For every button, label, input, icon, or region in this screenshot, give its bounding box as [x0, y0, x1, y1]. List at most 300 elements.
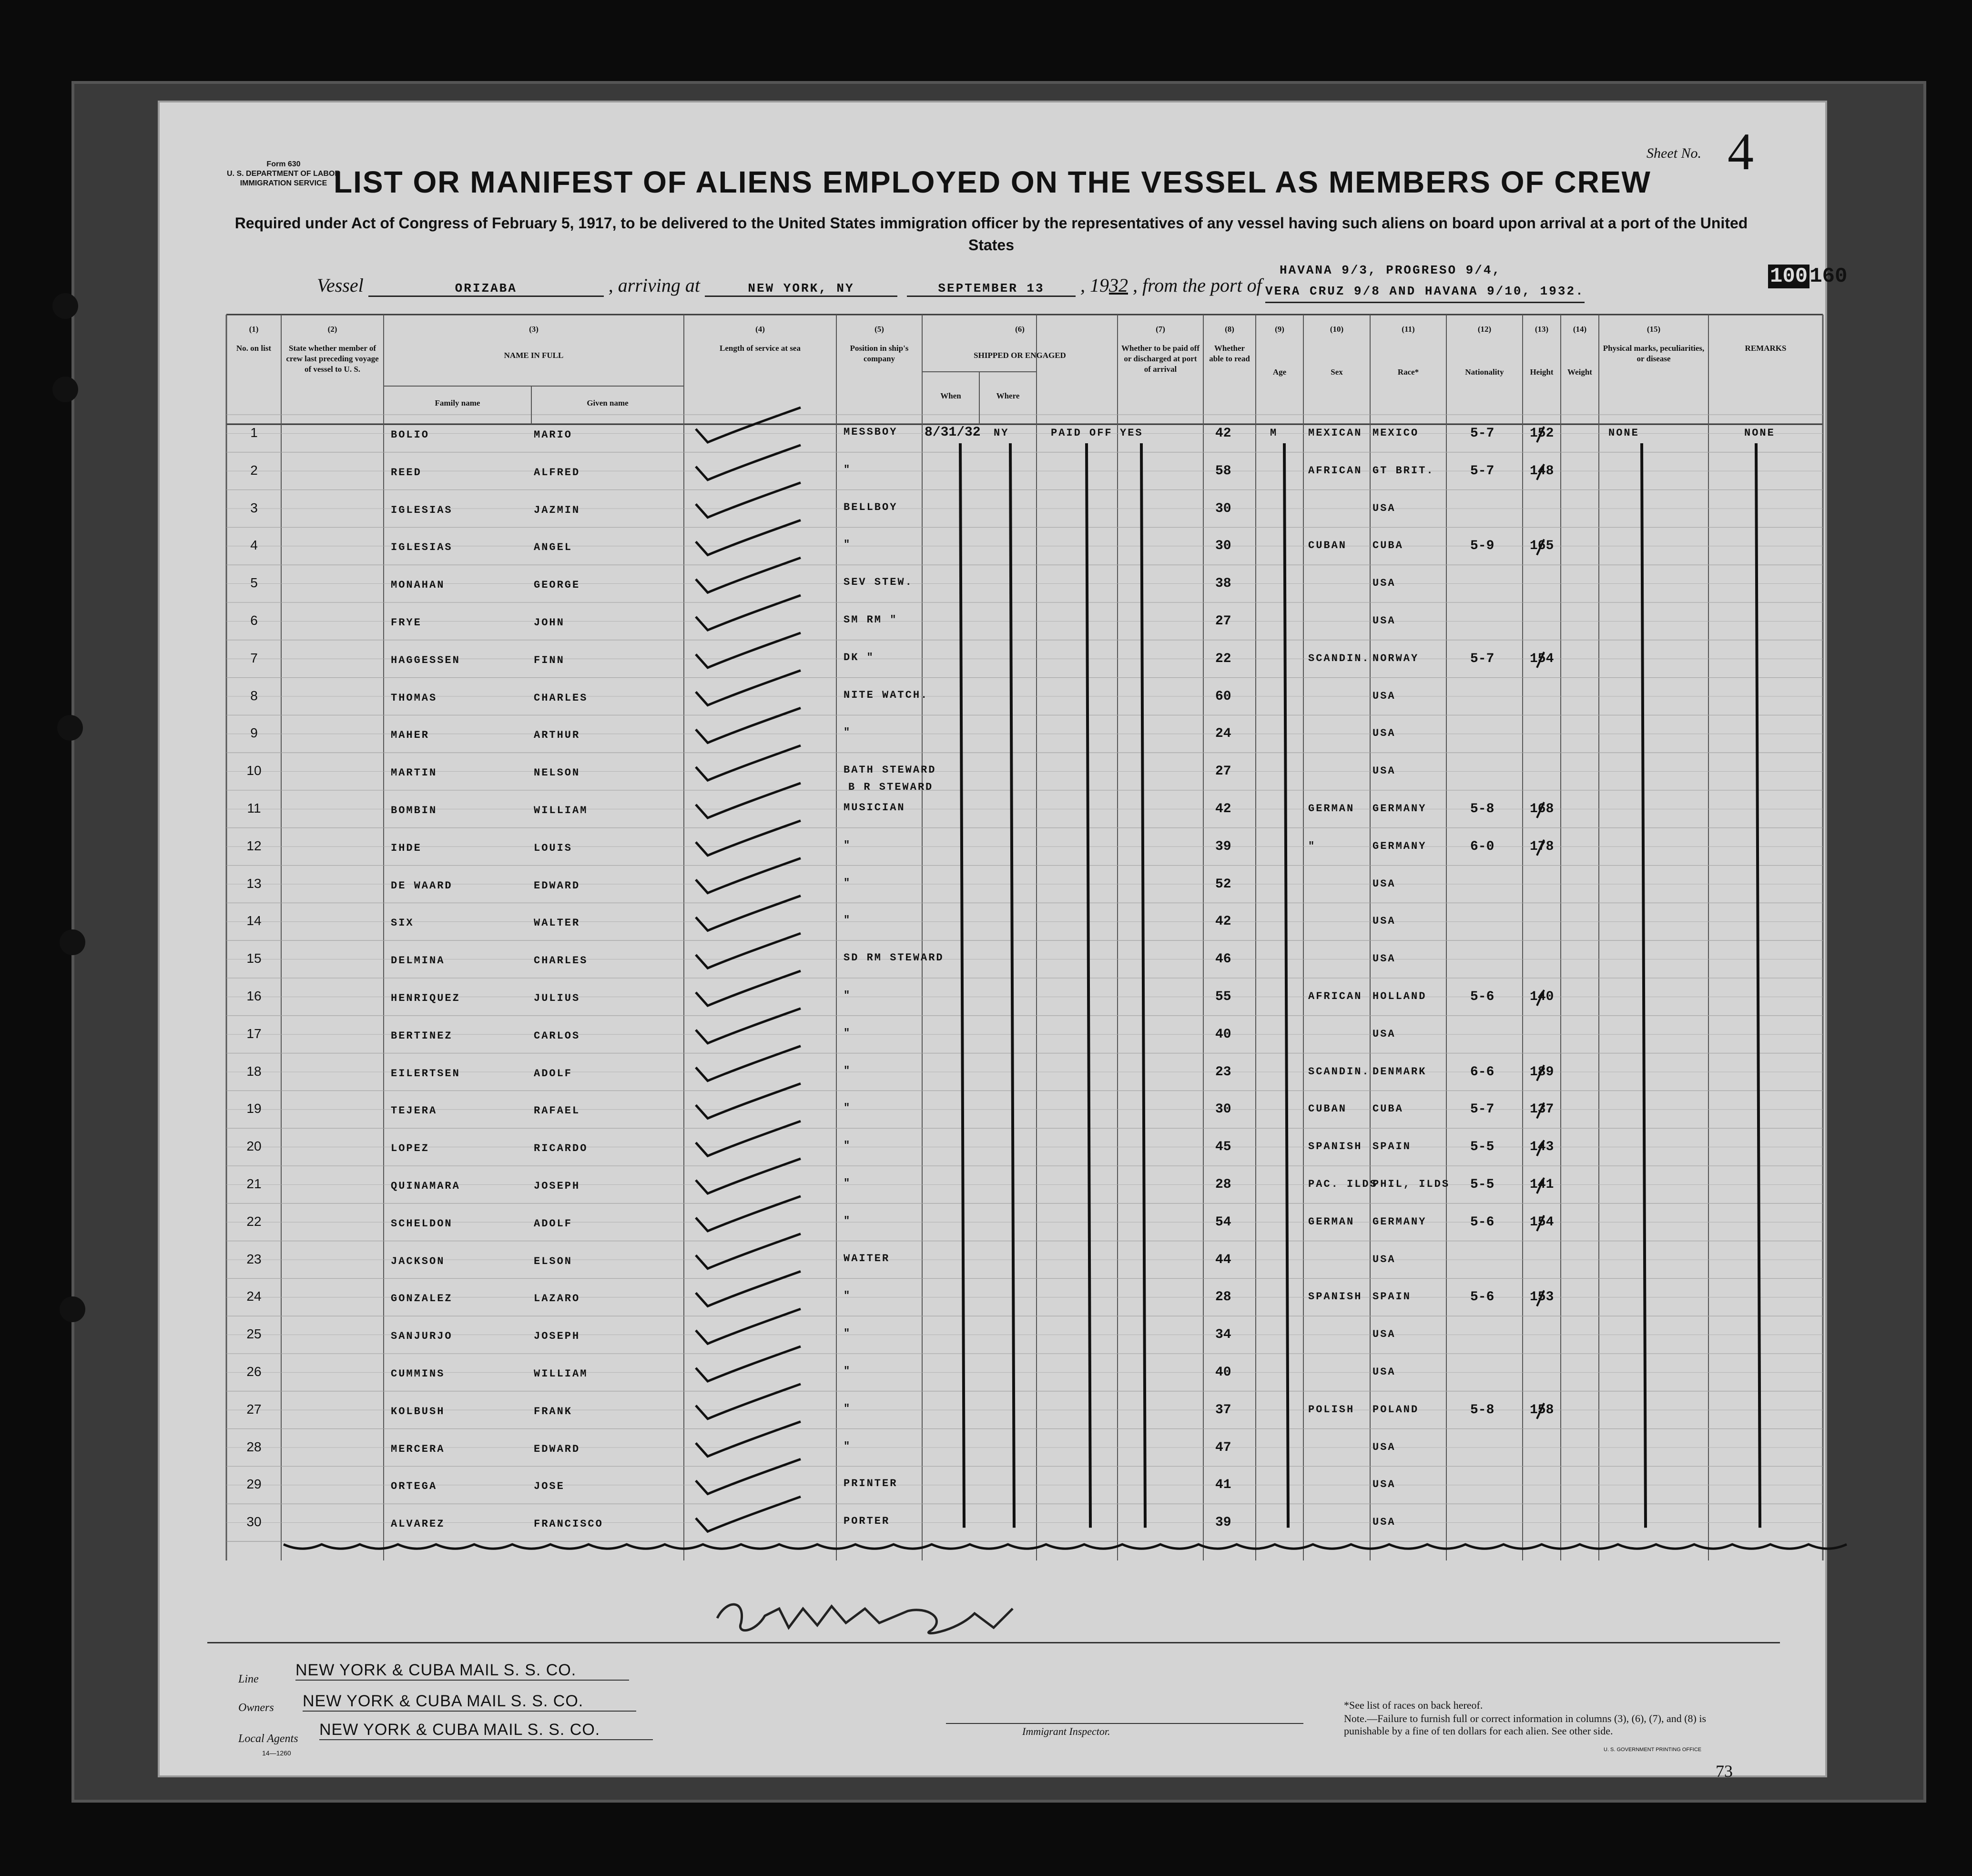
column-number-c12: (12)	[1477, 325, 1492, 334]
nationality: POLAND	[1372, 1403, 1419, 1416]
height: 5-8	[1470, 1402, 1494, 1417]
service-checkmark	[696, 1046, 801, 1081]
row-number: 21	[246, 1176, 262, 1191]
position: WAITER	[844, 1252, 890, 1264]
form-number: Form 630	[266, 160, 301, 168]
weight: 143	[1530, 1140, 1554, 1155]
stamp-number	[1768, 265, 1847, 288]
line-label: Line	[238, 1673, 259, 1685]
race: GERMAN	[1308, 803, 1355, 815]
given-name: JAZMIN	[534, 504, 580, 516]
family-name: SCHELDON	[391, 1217, 453, 1230]
service-checkmark	[696, 708, 801, 743]
service-checkmark	[696, 1083, 801, 1118]
row-number: 27	[246, 1401, 262, 1417]
family-name: ALVAREZ	[391, 1518, 445, 1530]
given-name: JOSEPH	[534, 1180, 580, 1192]
sheet-number: 4	[1728, 122, 1754, 181]
given-name: JULIUS	[534, 992, 580, 1004]
position: BATH STEWARD	[844, 764, 936, 776]
service-checkmark	[696, 1009, 801, 1043]
column-header-c3: NAME IN FULL	[504, 351, 564, 360]
height: 5-6	[1470, 1290, 1494, 1305]
race: GERMAN	[1308, 1215, 1355, 1228]
height: 5-5	[1470, 1140, 1494, 1155]
departure-ports-line1: HAVANA 9/3, PROGRESO 9/4,	[1280, 263, 1502, 277]
row-number: 14	[246, 913, 262, 928]
weight: 178	[1530, 839, 1554, 854]
family-name: JACKSON	[391, 1255, 445, 1267]
age: 58	[1215, 463, 1231, 479]
manifest-sheet	[160, 102, 1848, 1781]
nationality: USA	[1372, 1328, 1396, 1341]
service-checkmark	[696, 483, 801, 518]
paid-off: PAID OFF	[1051, 427, 1113, 439]
row-number: 23	[246, 1251, 262, 1266]
row-number: 22	[246, 1213, 262, 1229]
height: 5-8	[1470, 802, 1494, 816]
column-number-c13: (13)	[1535, 325, 1549, 334]
family-name: REED	[391, 466, 422, 479]
family-name: MERCERA	[391, 1443, 445, 1455]
printing-office: U. S. GOVERNMENT PRINTING OFFICE	[1604, 1747, 1702, 1753]
nationality: USA	[1372, 1253, 1396, 1265]
service-checkmark	[696, 558, 801, 592]
race: POLISH	[1308, 1403, 1355, 1416]
nationality: USA	[1372, 1441, 1396, 1453]
position: SM RM "	[844, 614, 898, 626]
weight: 152	[1530, 426, 1554, 441]
race: CUBAN	[1308, 1103, 1347, 1115]
age: 44	[1215, 1252, 1231, 1267]
penalty-note: Note.—Failure to furnish full or correct information in columns (3), (6), (7), and (8) is punishable by a fine of ten dollars for each alien. See other side.	[1344, 1713, 1707, 1737]
nationality: USA	[1372, 1478, 1396, 1491]
ditto-line	[1756, 443, 1760, 1528]
position: "	[844, 1440, 852, 1452]
column-number-c14: (14)	[1573, 325, 1587, 334]
races-note: *See list of races on back hereof.	[1344, 1699, 1483, 1711]
nationality: PHIL, ILDS	[1372, 1178, 1450, 1190]
nationality: USA	[1372, 615, 1396, 627]
race: "	[1308, 840, 1316, 852]
family-name: DELMINA	[391, 955, 445, 967]
nationality: GERMANY	[1372, 840, 1427, 852]
column-header-given-name: Given name	[587, 398, 629, 408]
height: 5-5	[1470, 1177, 1494, 1192]
service-checkmark	[696, 1384, 801, 1419]
age: 27	[1215, 764, 1231, 779]
family-name: SANJURJO	[391, 1330, 453, 1343]
race: SPANISH	[1308, 1291, 1362, 1303]
column-header-c6: SHIPPED OR ENGAGED	[974, 351, 1066, 360]
inspector-label: Immigrant Inspector.	[1022, 1725, 1110, 1737]
nationality: MEXICO	[1372, 427, 1419, 439]
column-header-when: When	[940, 391, 961, 400]
age: 42	[1215, 426, 1231, 441]
column-header-c11: Race*	[1397, 367, 1419, 377]
family-name: IGLESIAS	[391, 541, 453, 554]
family-name: BOMBIN	[391, 805, 437, 816]
arriving-label: , arriving at	[608, 275, 700, 296]
service-checkmark	[696, 445, 801, 480]
position: PORTER	[844, 1515, 890, 1528]
age: 46	[1215, 952, 1231, 967]
agents-value: NEW YORK & CUBA MAIL S. S. CO.	[319, 1721, 653, 1740]
nationality: HOLLAND	[1372, 990, 1427, 1002]
service-checkmark	[696, 671, 801, 705]
age: 52	[1215, 877, 1231, 892]
given-name: ADOLF	[534, 1217, 573, 1230]
given-name: JOSE	[534, 1480, 565, 1493]
position: "	[844, 839, 852, 851]
nationality: DENMARK	[1372, 1065, 1427, 1078]
row-number: 20	[246, 1139, 262, 1154]
age: 30	[1215, 501, 1231, 516]
service-checkmark	[696, 1159, 801, 1193]
ditto-line	[960, 443, 964, 1528]
nationality: USA	[1372, 690, 1396, 702]
nationality: GT BRIT.	[1372, 464, 1434, 477]
service-checkmark	[696, 1196, 801, 1231]
height: 5-9	[1470, 539, 1494, 554]
from-port-label: , from the port of	[1133, 275, 1262, 296]
row-number: 29	[246, 1477, 262, 1492]
family-name: IHDE	[391, 842, 422, 854]
row-number: 7	[250, 650, 258, 665]
nationality: CUBA	[1372, 1103, 1403, 1115]
position: SEV STEW.	[844, 576, 913, 589]
column-header-where: Where	[996, 391, 1020, 400]
age: 39	[1215, 1515, 1231, 1530]
race: CUBAN	[1308, 540, 1347, 552]
row-number: 28	[246, 1439, 262, 1454]
given-name: ARTHUR	[534, 729, 580, 742]
agents-label: Local Agents	[238, 1733, 298, 1745]
row-number: 12	[246, 838, 262, 853]
position: "	[844, 914, 852, 927]
age: 28	[1215, 1177, 1231, 1192]
weight: 154	[1530, 1214, 1554, 1230]
row-number: 25	[246, 1326, 262, 1342]
age: 22	[1215, 651, 1231, 666]
form-code: 14—1260	[262, 1749, 291, 1757]
service-checkmark	[696, 1271, 801, 1306]
age: 30	[1215, 539, 1231, 554]
page-subtitle: Required under Act of Congress of February 5, 1917, to be delivered to the United States immigration officer by the representatives of any vessel having such aliens on board upon arrival at a port of the United States	[234, 214, 1748, 254]
family-name: MARTIN	[391, 767, 437, 779]
ditto-line	[1284, 443, 1288, 1528]
age: 30	[1215, 1102, 1231, 1117]
age: 42	[1215, 914, 1231, 929]
family-name: MONAHAN	[391, 579, 445, 591]
nationality: USA	[1372, 953, 1396, 965]
position: "	[844, 877, 852, 889]
service-checkmark	[696, 933, 801, 968]
weight: 153	[1530, 1290, 1554, 1305]
service-checkmark	[696, 858, 801, 893]
column-header-c7: Whether to be paid off or discharged at port of arrival	[1121, 344, 1199, 374]
weight: 165	[1530, 539, 1554, 554]
handwritten-signature	[708, 1590, 1017, 1642]
column-header-c10: Sex	[1331, 367, 1343, 377]
race: SCANDIN.	[1308, 1065, 1370, 1078]
height: 6-0	[1470, 839, 1494, 854]
given-name: GEORGE	[534, 579, 580, 591]
service-checkmark	[696, 971, 801, 1006]
nationality: USA	[1372, 1028, 1396, 1040]
height: 5-7	[1470, 426, 1494, 441]
ditto-line	[1141, 443, 1145, 1528]
departure-ports	[1265, 260, 1585, 303]
row-number: 24	[246, 1289, 262, 1304]
given-name: JOHN	[534, 617, 565, 629]
nationality: USA	[1372, 502, 1396, 514]
family-name: TEJERA	[391, 1105, 437, 1117]
height: 5-6	[1470, 989, 1494, 1004]
closing-line	[284, 1544, 1847, 1549]
service-checkmark	[696, 1121, 801, 1156]
nationality: GERMANY	[1372, 803, 1427, 815]
given-name: RAFAEL	[534, 1105, 580, 1117]
page-title: LIST OR MANIFEST OF ALIENS EMPLOYED ON THE VESSEL AS MEMBERS OF CREW	[334, 165, 1651, 199]
position: MUSICIAN	[844, 802, 905, 814]
corner-mark: 73	[1716, 1762, 1733, 1781]
column-number-c10: (10)	[1330, 325, 1344, 334]
column-header-c16: REMARKS	[1745, 344, 1787, 353]
physical-marks: NONE	[1608, 427, 1639, 439]
table-grid	[226, 315, 1823, 1630]
vessel-name: ORIZABA	[368, 281, 604, 297]
nationality: SPAIN	[1372, 1141, 1412, 1153]
vessel-label: Vessel	[317, 275, 364, 296]
position: "	[844, 1365, 852, 1377]
age: 24	[1215, 726, 1231, 742]
given-name: ELSON	[534, 1255, 573, 1267]
row-number: 2	[250, 462, 258, 478]
row-number: 6	[250, 613, 258, 628]
column-number-c5: (5)	[874, 325, 884, 334]
crew-manifest-table	[226, 315, 1823, 1630]
position: "	[844, 726, 852, 739]
given-name: FINN	[534, 654, 565, 666]
height: 5-7	[1470, 651, 1494, 666]
column-number-c2: (2)	[327, 325, 337, 334]
service-checkmark	[696, 1309, 801, 1344]
race: AFRICAN	[1308, 464, 1362, 477]
row-number: 4	[250, 538, 258, 553]
row-number: 8	[250, 688, 258, 703]
column-header-c5: Position in ship's company	[850, 344, 909, 363]
column-number-c11: (11)	[1402, 325, 1415, 334]
row-number: 15	[246, 951, 262, 966]
service-checkmark	[696, 633, 801, 668]
stamp-value: 160	[1809, 265, 1848, 288]
weight: 158	[1530, 1402, 1554, 1417]
age: 47	[1215, 1440, 1231, 1455]
position: "	[844, 1327, 852, 1340]
given-name: LAZARO	[534, 1293, 580, 1305]
given-name: WALTER	[534, 917, 580, 929]
column-number-c7: (7)	[1156, 325, 1165, 334]
given-name: NELSON	[534, 767, 580, 779]
stamp-box: 100	[1768, 265, 1809, 288]
sheet-label: Sheet No.	[1647, 145, 1701, 161]
able-to-read: YES	[1120, 427, 1143, 439]
column-header-c4: Length of service at sea	[720, 344, 801, 353]
position: "	[844, 1214, 852, 1227]
race: PAC. ILDS	[1308, 1178, 1378, 1190]
row-number: 11	[247, 801, 261, 816]
row-number: 19	[246, 1101, 262, 1116]
service-checkmark	[696, 1346, 801, 1381]
age: 23	[1215, 1064, 1231, 1080]
position: "	[844, 1140, 852, 1152]
position: "	[844, 1402, 852, 1415]
family-name: LOPEZ	[391, 1142, 430, 1155]
nationality: SPAIN	[1372, 1291, 1412, 1303]
age: 60	[1215, 689, 1231, 704]
family-name: BERTINEZ	[391, 1030, 453, 1042]
ditto-line	[1087, 443, 1090, 1528]
given-name: EDWARD	[534, 879, 580, 892]
shipped-where: NY	[994, 427, 1009, 439]
arrival-port: NEW YORK, NY	[705, 281, 897, 297]
given-name: ALFRED	[534, 466, 580, 479]
family-name: HAGGESSEN	[391, 654, 460, 666]
weight: 140	[1530, 989, 1554, 1004]
row-number: 3	[250, 500, 258, 515]
age: 45	[1215, 1140, 1231, 1155]
shipped-when: 8/31/32	[925, 425, 981, 440]
row-number: 10	[246, 763, 262, 778]
line-value: NEW YORK & CUBA MAIL S. S. CO.	[295, 1661, 629, 1681]
ditto-line	[1642, 443, 1646, 1528]
given-name: CHARLES	[534, 955, 588, 967]
row-number: 26	[246, 1364, 262, 1379]
nationality: USA	[1372, 727, 1396, 740]
column-number-c3: (3)	[529, 325, 539, 334]
departure-ports-line2: VERA CRUZ 9/8 AND HAVANA 9/10, 1932.	[1265, 281, 1585, 303]
given-name: WILLIAM	[534, 805, 588, 816]
owners-value: NEW YORK & CUBA MAIL S. S. CO.	[303, 1692, 636, 1712]
column-number-c6: (6)	[1015, 325, 1025, 334]
given-name: EDWARD	[534, 1443, 580, 1455]
position: PRINTER	[844, 1478, 898, 1490]
position: "	[844, 989, 852, 1001]
binder-hole	[60, 929, 85, 955]
position: SD RM STEWARD	[844, 952, 944, 964]
owners-label: Owners	[238, 1702, 274, 1714]
race: AFRICAN	[1308, 990, 1362, 1002]
column-header-c9: Age	[1272, 367, 1287, 377]
binder-hole	[57, 715, 83, 741]
column-header-family-name: Family name	[435, 398, 480, 408]
position: "	[844, 1027, 852, 1039]
given-name: JOSEPH	[534, 1330, 580, 1343]
service-checkmark	[696, 1422, 801, 1457]
age: 55	[1215, 989, 1231, 1004]
age: 38	[1215, 576, 1231, 591]
row-number: 17	[246, 1026, 262, 1041]
position: "	[844, 1177, 852, 1189]
row-number: 16	[246, 989, 262, 1003]
column-header-c12: Nationality	[1465, 367, 1504, 377]
service-checkmark	[696, 896, 801, 930]
row-number: 1	[250, 425, 258, 440]
height: 5-7	[1470, 463, 1494, 479]
column-header-c14: Weight	[1567, 367, 1592, 377]
given-name: RICARDO	[534, 1142, 588, 1155]
family-name: HENRIQUEZ	[391, 992, 460, 1004]
column-header-c8: Whether able to read	[1209, 344, 1250, 363]
service-checkmark	[696, 1459, 801, 1494]
age: 42	[1215, 802, 1231, 816]
position: DK "	[844, 651, 874, 663]
age: 28	[1215, 1290, 1231, 1305]
given-name: MARIO	[534, 429, 573, 441]
family-name: KOLBUSH	[391, 1405, 445, 1417]
position: MESSBOY	[844, 426, 898, 438]
column-number-c8: (8)	[1225, 325, 1234, 334]
ditto-line	[1010, 443, 1014, 1528]
inspector-signature-line	[946, 1723, 1303, 1724]
remarks: NONE	[1744, 427, 1775, 439]
row-number: 9	[250, 725, 258, 741]
age: 41	[1215, 1478, 1231, 1493]
position: "	[844, 1290, 852, 1302]
footer-divider	[207, 1642, 1780, 1643]
race: MEXICAN	[1308, 427, 1362, 439]
arrival-year: 32	[1109, 275, 1128, 296]
column-number-c4: (4)	[755, 325, 765, 334]
nationality: USA	[1372, 765, 1396, 777]
height: 6-6	[1470, 1064, 1494, 1080]
family-name: SIX	[391, 917, 414, 929]
year-prefix: , 19	[1080, 275, 1109, 296]
column-header-c13: Height	[1530, 367, 1554, 377]
vessel-line	[317, 274, 1262, 297]
arrival-date: SEPTEMBER 13	[907, 281, 1076, 297]
column-header-c15: Physical marks, peculiarities, or disease	[1603, 344, 1705, 363]
given-name: WILLIAM	[534, 1368, 588, 1380]
position: NITE WATCH.	[844, 689, 929, 701]
nationality: USA	[1372, 1516, 1396, 1529]
nationality: USA	[1372, 877, 1396, 890]
family-name: MAHER	[391, 729, 430, 742]
given-name: CHARLES	[534, 692, 588, 704]
family-name: BOLIO	[391, 429, 430, 441]
row-number: 5	[250, 575, 258, 591]
family-name: QUINAMARA	[391, 1180, 460, 1192]
family-name: IGLESIAS	[391, 504, 453, 516]
race: SCANDIN.	[1308, 652, 1370, 664]
position: BELLBOY	[844, 501, 898, 513]
weight: 148	[1530, 463, 1554, 479]
height: 5-6	[1470, 1214, 1494, 1230]
family-name: DE WAARD	[391, 879, 453, 892]
age: 40	[1215, 1365, 1231, 1380]
given-name: LOUIS	[534, 842, 573, 854]
column-number-c9: (9)	[1275, 325, 1284, 334]
binder-hole	[60, 1296, 85, 1322]
service-checkmark	[696, 520, 801, 555]
nationality: CUBA	[1372, 540, 1403, 552]
weight: 154	[1530, 651, 1554, 666]
column-header-c1: No. on list	[236, 344, 272, 353]
given-name: ANGEL	[534, 541, 573, 554]
nationality: USA	[1372, 915, 1396, 928]
service-checkmark	[696, 783, 801, 818]
